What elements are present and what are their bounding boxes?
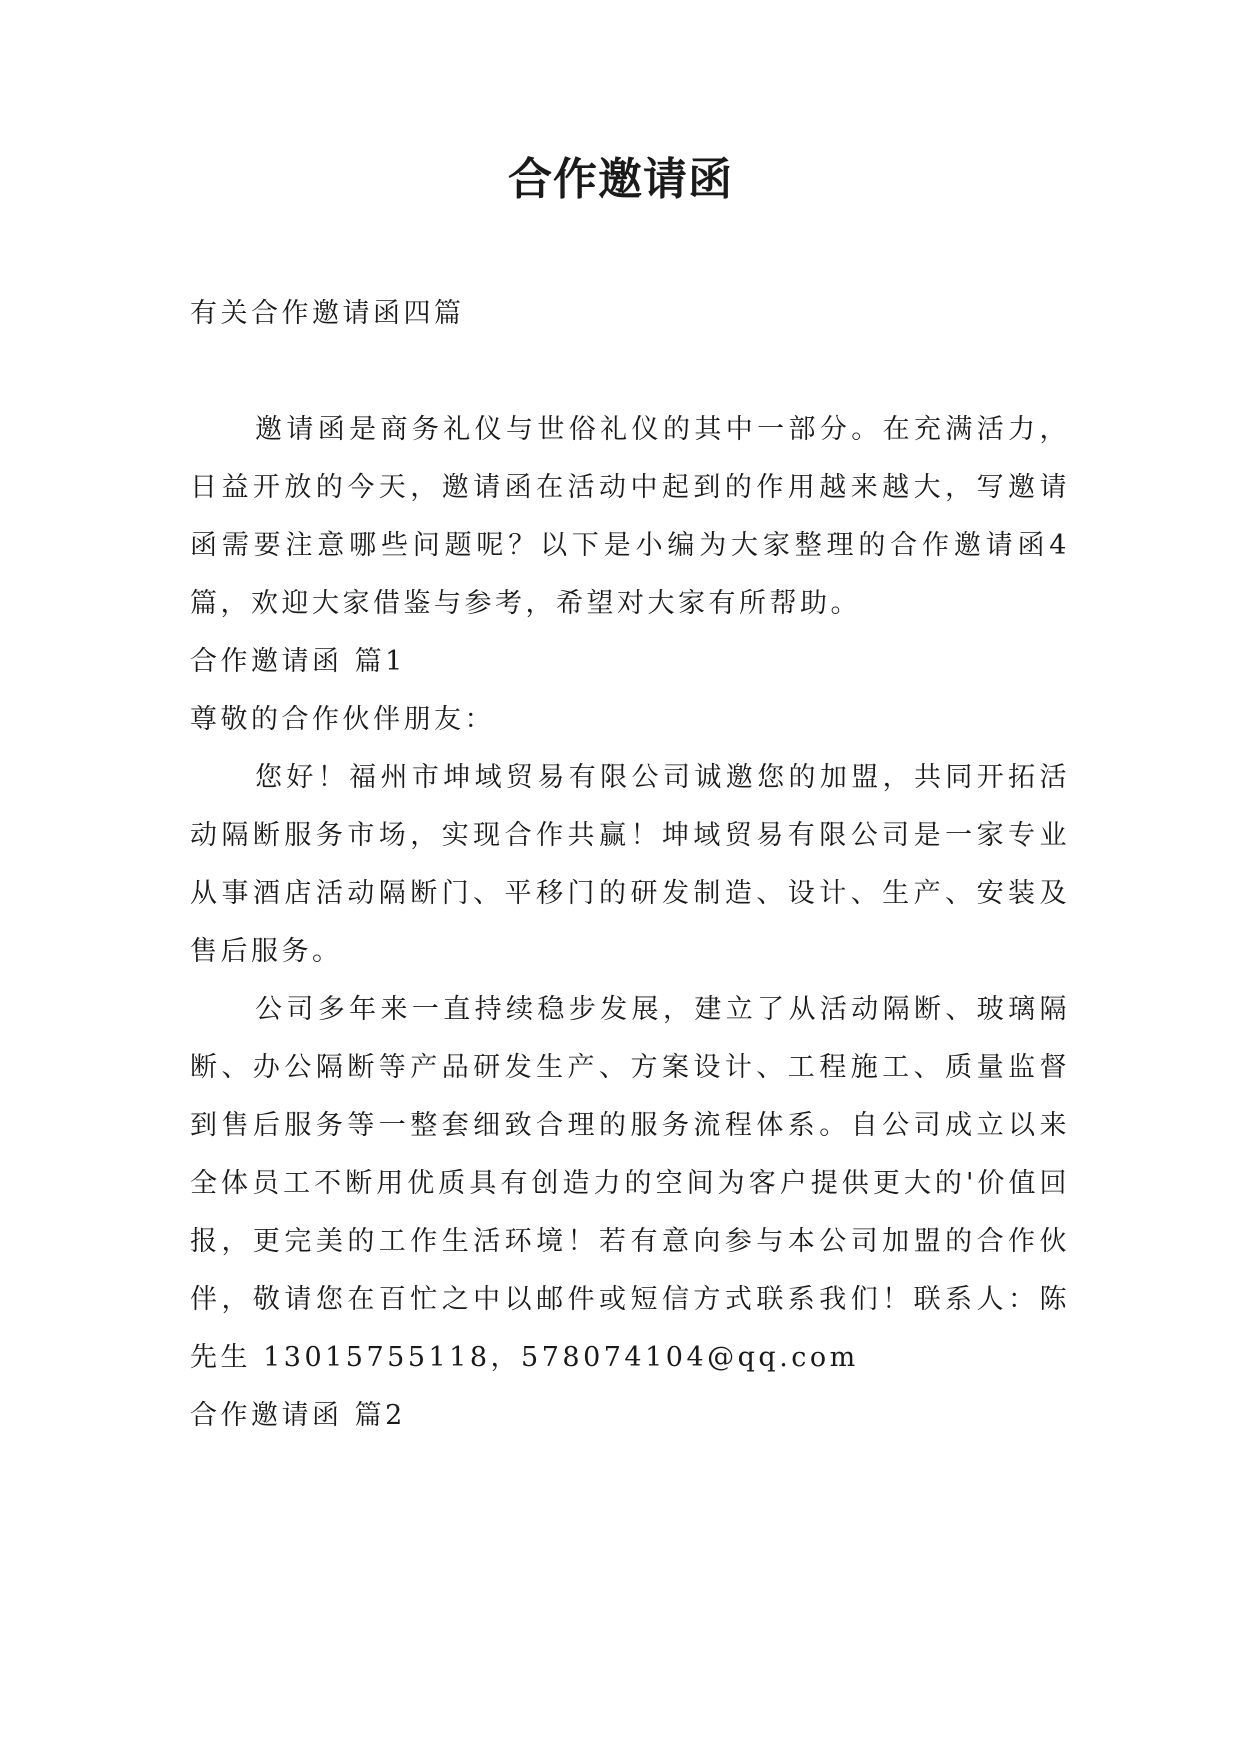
intro-paragraph: 邀请函是商务礼仪与世俗礼仪的其中一部分。在充满活力，日益开放的今天，邀请函在活动中起到的作用越来越大，写邀请函需要注意哪些问题呢？以下是小编为大家整理的合作邀请函4篇，欢迎大家借鉴与参考，希望对大家有所帮助。 — [190, 414, 1070, 619]
document-title: 合作邀请函 — [508, 154, 733, 205]
salutation: 尊敬的合作伙伴朋友： — [190, 704, 495, 735]
section-heading-1: 合作邀请函 篇1 — [190, 646, 406, 677]
document-body — [190, 285, 1070, 1445]
body-paragraph-1: 您好！福州市坤域贸易有限公司诚邀您的加盟，共同开拓活动隔断服务市场，实现合作共赢！坤域贸易有限公司是一家专业从事酒店活动隔断门、平移门的研发制造、设计、生产、安装及售后服务。 — [190, 762, 1070, 967]
section-heading-2: 合作邀请函 篇2 — [190, 1400, 406, 1431]
document-subtitle: 有关合作邀请函四篇 — [190, 298, 465, 329]
body-paragraph-2: 公司多年来一直持续稳步发展，建立了从活动隔断、玻璃隔断、办公隔断等产品研发生产、方案设计、工程施工、质量监督到售后服务等一整套细致合理的服务流程体系。自公司成立以来全体员工不断用优质具有创造力的空间为客户提供更大的'价值回报，更完美的工作生活环境！若有意向参与本公司加盟的合作伙伴，敬请您在百忙之中以邮件或短信方式联系我们！联系人：陈先生 13015755118，578074104@qq.com — [190, 994, 1070, 1373]
